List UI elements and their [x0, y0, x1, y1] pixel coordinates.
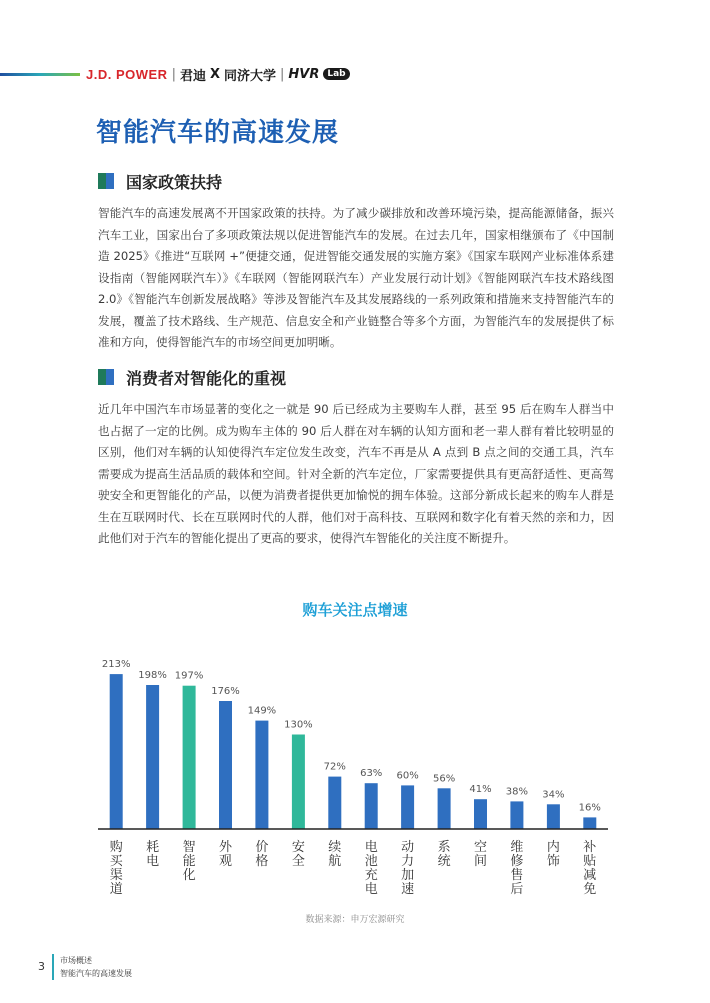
footer-chapter: 市场概述 [60, 956, 92, 965]
data-label: 56% [432, 773, 456, 785]
bar-安全 [292, 735, 305, 830]
category-label: 安全 [291, 840, 305, 869]
section-body-consumer: 近几年中国汽车市场显著的变化之一就是 90 后已经成为主要购车人群，甚至 95 后在购车人群当中也占据了一定的比例。成为购车主体的 90 后人群在对车辆的认知方面和老一辈人群有着比较明显的区别，他们对车辆的认知使得汽车定位发生改变，汽车不再是从 A 点到 B 点之间的交通工具，汽车需要成为提高生活品质的载体和空间。针对全新的汽车定位，厂家需要提供具有更高舒适性、更高驾驶安全和更智能化的产品，以便为消费者提供更加愉悦的拥车体验。这部分新成长起来的购车人群是生在互联网时代、长在互联网时代的人群，他们对于高科技、互联网和数字化有着天然的亲和力，因此他们对于汽车的智能化提出了更高的要求，使得汽车智能化的关注度不断提升。 [98, 402, 614, 545]
section-marker-icon [98, 369, 114, 385]
bar-空间 [474, 799, 487, 829]
data-label: 213% [101, 659, 131, 671]
bar-chart [0, 630, 710, 900]
category-label: 系统 [437, 840, 451, 869]
brand-separator-2: | [280, 66, 285, 82]
category-label: 购买渠道 [109, 840, 123, 897]
header-brand [86, 65, 350, 83]
data-label: 38% [505, 786, 529, 798]
category-label: 维修售后 [510, 840, 524, 897]
bar-续航 [328, 777, 341, 829]
category-label: 续航 [328, 840, 342, 869]
category-label: 动力加速 [401, 840, 415, 897]
category-label: 耗电 [146, 840, 160, 869]
bar-智能化 [183, 686, 196, 829]
brand-hvr: HVR [288, 66, 320, 82]
section-title: 消费者对智能化的重视 [126, 368, 287, 388]
category-label: 价格 [255, 840, 269, 869]
data-label: 60% [396, 770, 419, 782]
footer-caption [60, 954, 132, 980]
data-label: 41% [469, 784, 492, 796]
category-label: 外观 [218, 840, 233, 869]
brand-separator: | [171, 66, 176, 82]
data-label: 130% [284, 719, 313, 731]
section-body-policy: 智能汽车的高速发展离不开国家政策的扶持。为了减少碳排放和改善环境污染，提高能源储备，振兴汽车工业，国家出台了多项政策法规以促进智能汽车的发展。在过去几年，国家相继颁布了《中国制造 2025》《推进“互联网 +”便捷交通，促进智能交通发展的实施方案》《国家车联网产业标准体系建设指南（智能网联汽车）》《车联网（智能网联汽车）产业发展行动计划》《智能网联汽车技术路线图 2.0》《智能汽车创新发展战略》等涉及智能汽车及其发展路线的一系列政策和措施来支持智能汽车的发展，覆盖了技术路线、生产规范、信息安全和产业链整合等多个方面，为智能汽车的发展提供了标准和方向，使得智能汽车的市场空间更加明晰。 [98, 206, 614, 349]
section-heading-policy [98, 171, 222, 191]
footer-divider [52, 954, 54, 980]
section-title: 国家政策扶持 [126, 172, 223, 192]
category-label: 内饰 [546, 840, 560, 869]
category-label: 电池充电 [364, 840, 378, 897]
footer-section: 智能汽车的高速发展 [60, 969, 132, 978]
bar-耗电 [146, 685, 159, 829]
section-heading-consumer [98, 367, 286, 387]
data-label: 198% [138, 670, 167, 681]
data-label: 34% [542, 789, 565, 801]
brand-x: X [209, 66, 221, 82]
bar-电池充电 [365, 783, 378, 829]
brand-tongji: 同济大学 [224, 68, 277, 84]
header-accent-rule [0, 73, 80, 76]
category-label: 补贴减免 [583, 840, 597, 897]
data-label: 176% [211, 686, 240, 697]
data-label: 16% [578, 802, 601, 814]
page-title: 智能汽车的高速发展 [96, 118, 340, 148]
category-label: 智能化 [182, 840, 196, 883]
bar-补贴减免 [583, 817, 596, 829]
bar-内饰 [547, 804, 560, 829]
data-label: 63% [360, 768, 383, 780]
section-marker-icon [98, 173, 114, 189]
chart-title: 购车关注点增速 [302, 601, 408, 619]
bar-价格 [255, 721, 268, 829]
bar-系统 [438, 788, 451, 829]
jd-power-logo: J.D. POWER [86, 66, 168, 82]
category-label: 空间 [473, 840, 488, 869]
brand-lab-badge: Lab [323, 68, 349, 80]
data-label: 149% [247, 705, 277, 717]
brand-jundi: 君迪 [179, 68, 206, 84]
bar-维修售后 [510, 801, 523, 829]
bar-动力加速 [401, 785, 414, 829]
data-label: 72% [323, 761, 346, 773]
bar-购买渠道 [110, 674, 123, 829]
data-label: 197% [174, 670, 204, 682]
bar-外观 [219, 701, 232, 829]
page-number: 3 [38, 960, 45, 973]
data-source: 数据来源：申万宏源研究 [305, 915, 405, 925]
